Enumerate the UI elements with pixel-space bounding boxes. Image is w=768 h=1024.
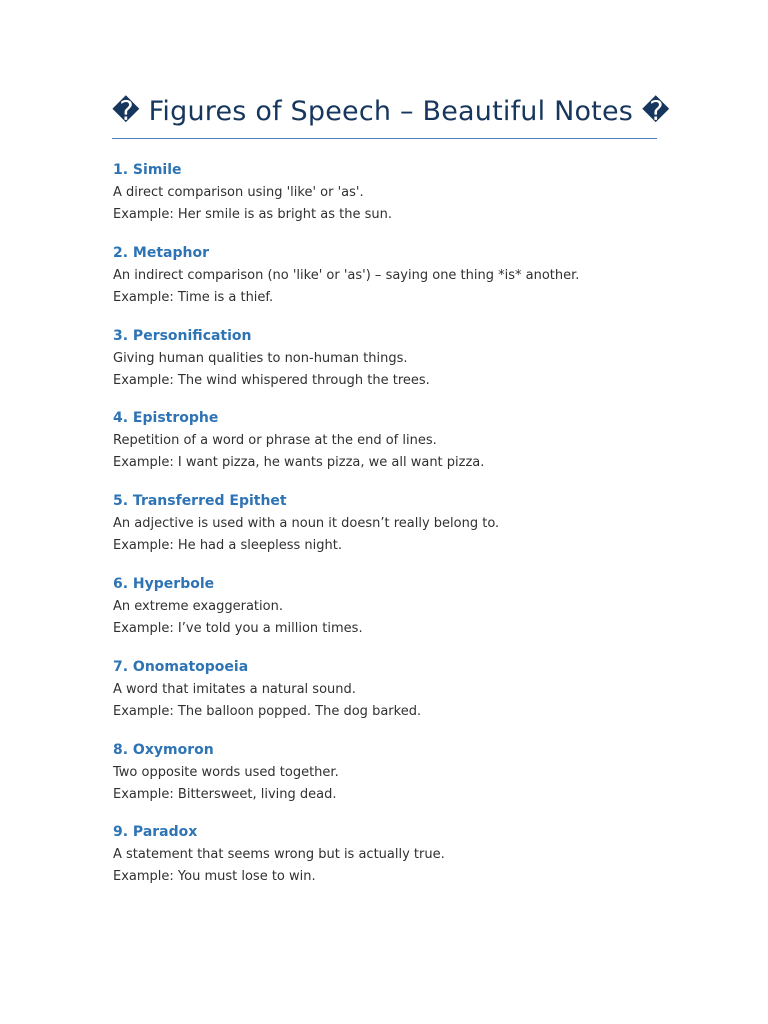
section-heading: 8. Oxymoron [113, 741, 214, 758]
section-definition: Two opposite words used together. [113, 764, 339, 780]
section-heading: 6. Hyperbole [113, 575, 215, 592]
section-definition: A direct comparison using 'like' or 'as'. [113, 185, 364, 200]
section-epistrophe [113, 408, 673, 491]
section-heading: 4. Epistrophe [113, 410, 219, 427]
title-block [112, 94, 670, 139]
section-personification [113, 326, 673, 409]
section-example: Example: He had a sleepless night. [113, 538, 342, 554]
section-heading: 5. Transferred Epithet [113, 493, 287, 510]
section-heading: 3. Personification [113, 327, 252, 344]
section-definition: An indirect comparison (no 'like' or 'as') – saying one thing *is* another. [113, 267, 580, 283]
section-paradox [113, 822, 673, 905]
section-definition: An adjective is used with a noun it doesn’t really belong to. [113, 516, 500, 532]
section-simile [113, 160, 673, 243]
section-transferred-epithet [113, 491, 673, 574]
section-definition: An extreme exaggeration. [113, 598, 283, 614]
section-heading: 2. Metaphor [113, 244, 210, 261]
section-oxymoron [113, 740, 673, 823]
section-heading: 9. Paradox [113, 824, 198, 841]
section-example: Example: You must lose to win. [113, 869, 316, 885]
section-example: Example: Bittersweet, living dead. [113, 786, 337, 802]
section-definition: A statement that seems wrong but is actually true. [113, 847, 445, 863]
section-example: Example: The wind whispered through the trees. [113, 372, 430, 388]
section-definition: Giving human qualities to non-human things. [113, 350, 408, 366]
section-example: Example: Her smile is as bright as the sun. [113, 207, 392, 222]
section-hyperbole [113, 574, 673, 657]
section-definition: Repetition of a word or phrase at the end of lines. [113, 433, 437, 449]
section-heading: 1. Simile [113, 162, 182, 178]
section-metaphor [113, 243, 673, 326]
section-example: Example: Time is a thief. [113, 289, 274, 305]
section-definition: A word that imitates a natural sound. [113, 681, 356, 697]
page-title: � Figures of Speech – Beautiful Notes � [112, 96, 670, 127]
section-example: Example: I’ve told you a million times. [113, 620, 363, 636]
section-example: Example: I want pizza, he wants pizza, we all want pizza. [113, 455, 485, 471]
sections-list [113, 160, 673, 905]
section-example: Example: The balloon popped. The dog barked. [113, 703, 422, 719]
section-heading: 7. Onomatopoeia [113, 658, 249, 675]
section-onomatopoeia [113, 657, 673, 740]
